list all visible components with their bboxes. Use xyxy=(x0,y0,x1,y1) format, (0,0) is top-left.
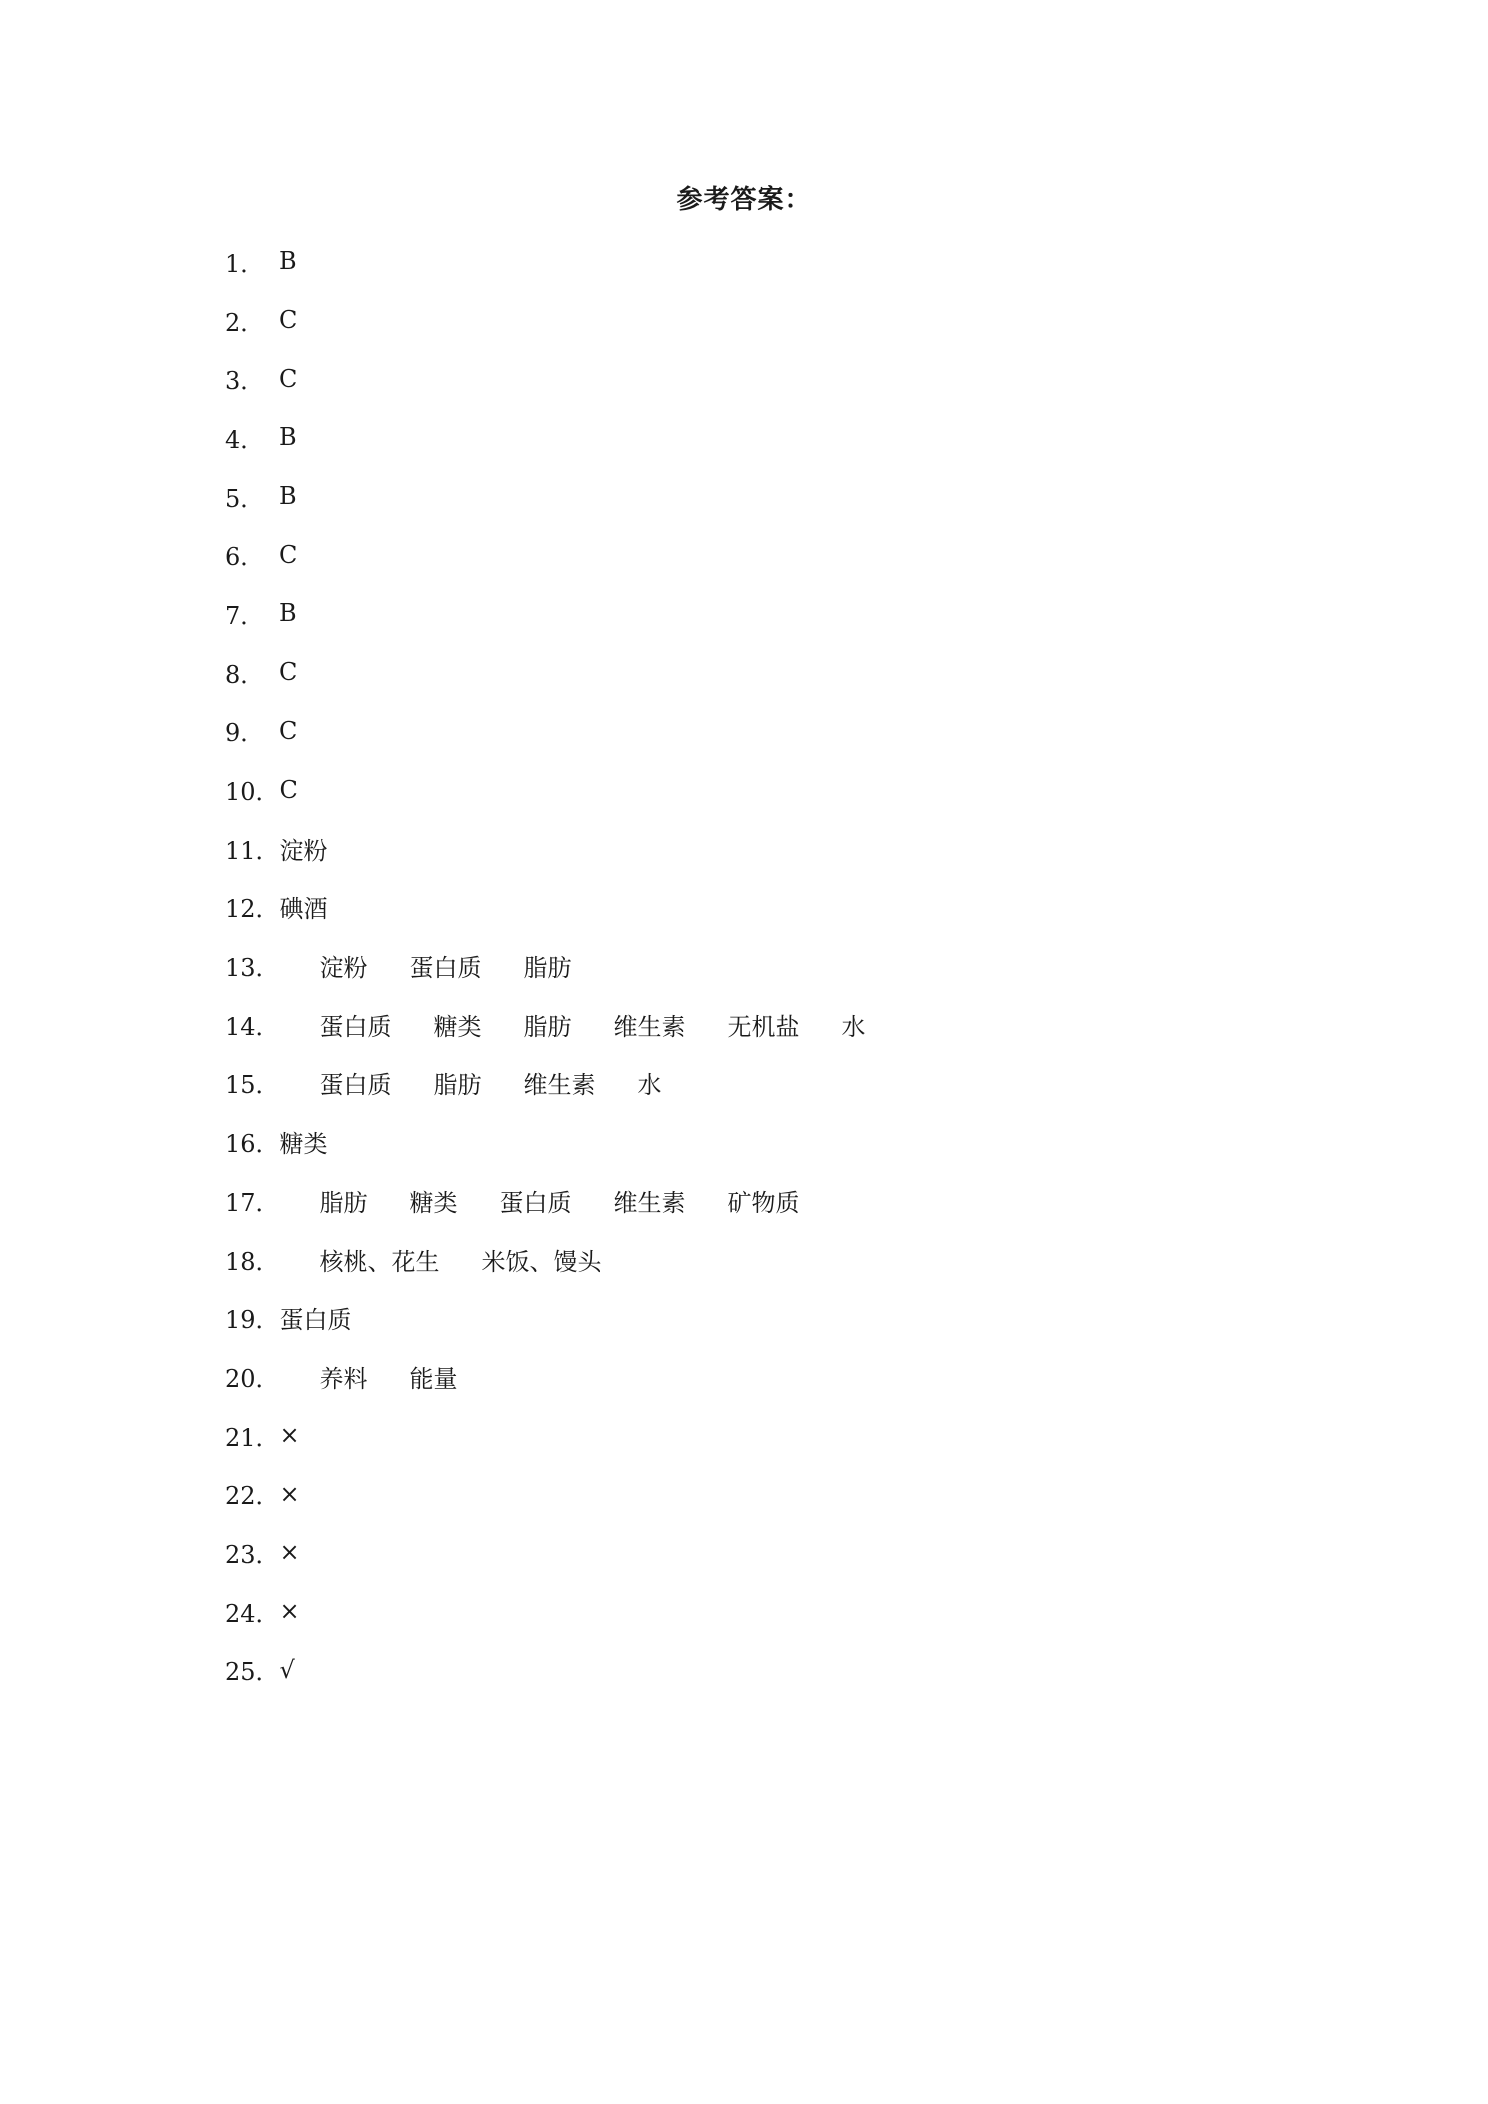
answer-row xyxy=(225,1054,908,1113)
answer-blank: 维生素 xyxy=(613,1012,686,1041)
question-number: 24． xyxy=(225,1599,280,1628)
answer-row xyxy=(225,1347,908,1406)
answer-text: × xyxy=(279,1421,300,1450)
question-number: 20． xyxy=(225,1364,280,1393)
answer-text: × xyxy=(279,1597,300,1626)
question-number: 12． xyxy=(225,895,280,924)
answer-row xyxy=(225,936,908,995)
answer-text: 糖类 xyxy=(279,1130,328,1159)
answer-blank: 米饭、馒头 xyxy=(481,1247,602,1276)
answer-blank: 蛋白质 xyxy=(499,1188,572,1217)
answer-text: × xyxy=(279,1479,300,1508)
answer-blank: 脂肪 xyxy=(523,1012,572,1041)
question-number: 10． xyxy=(225,778,280,807)
answer-blank: 蛋白质 xyxy=(409,954,482,983)
answer-blank: 蛋白质 xyxy=(319,1071,392,1100)
answer-row xyxy=(225,408,908,467)
question-number: 22． xyxy=(225,1482,280,1511)
answer-row xyxy=(225,1523,908,1582)
answer-row xyxy=(225,584,908,643)
answer-row xyxy=(225,995,908,1054)
answer-blank: 水 xyxy=(637,1071,662,1100)
question-number: 16． xyxy=(225,1130,280,1159)
answer-blanks xyxy=(280,1359,500,1394)
question-number: 18． xyxy=(225,1247,280,1276)
question-number: 19． xyxy=(225,1306,280,1335)
answer-row xyxy=(225,1582,908,1641)
answer-blank: 核桃、花生 xyxy=(319,1247,440,1276)
answer-blank: 脂肪 xyxy=(523,954,572,983)
answer-row xyxy=(225,1288,908,1347)
question-number: 17． xyxy=(225,1188,280,1217)
answer-row xyxy=(225,1112,908,1171)
answer-blanks xyxy=(280,1242,644,1277)
answer-text: 蛋白质 xyxy=(279,1306,352,1335)
answer-row xyxy=(225,1171,908,1230)
answer-text: √ xyxy=(279,1655,295,1684)
answer-text: C xyxy=(279,540,298,569)
question-number: 15． xyxy=(225,1071,280,1100)
answer-text: C xyxy=(279,306,298,335)
answer-text: × xyxy=(279,1538,300,1567)
answer-blanks xyxy=(280,1007,908,1042)
question-number: 9． xyxy=(225,719,265,748)
question-number: 23． xyxy=(225,1540,280,1569)
answer-text: B xyxy=(279,423,297,452)
answer-blank: 糖类 xyxy=(409,1188,458,1217)
answer-row xyxy=(225,525,908,584)
answer-text: B xyxy=(279,599,297,628)
answer-blank: 无机盐 xyxy=(727,1012,800,1041)
answer-row xyxy=(225,291,908,350)
answer-row xyxy=(225,819,908,878)
answer-text: 碘酒 xyxy=(279,895,328,924)
question-number: 2． xyxy=(225,308,265,337)
answer-row xyxy=(225,349,908,408)
answer-row xyxy=(225,1464,908,1523)
answer-row xyxy=(225,232,908,291)
question-number: 21． xyxy=(225,1423,280,1452)
answer-row xyxy=(225,760,908,819)
answer-blank: 养料 xyxy=(319,1364,368,1393)
answer-row xyxy=(225,878,908,937)
answer-text: B xyxy=(279,247,297,276)
answer-row xyxy=(225,467,908,526)
question-number: 13． xyxy=(225,954,280,983)
question-number: 25． xyxy=(225,1658,280,1687)
answer-blanks xyxy=(280,1065,704,1100)
answer-blank: 能量 xyxy=(409,1364,458,1393)
answer-text: C xyxy=(279,775,298,804)
answer-blank: 水 xyxy=(841,1012,866,1041)
answer-text: C xyxy=(279,364,298,393)
answer-blank: 淀粉 xyxy=(319,954,368,983)
answer-blank: 糖类 xyxy=(433,1012,482,1041)
answer-list xyxy=(225,232,908,1699)
answer-row xyxy=(225,1641,908,1700)
question-number: 5． xyxy=(225,484,265,513)
answer-text: C xyxy=(279,658,298,687)
answer-blank: 脂肪 xyxy=(319,1188,368,1217)
question-number: 3． xyxy=(225,367,265,396)
answer-row xyxy=(225,643,908,702)
question-number: 8． xyxy=(225,660,265,689)
answer-blanks xyxy=(280,948,614,983)
answer-text: 淀粉 xyxy=(279,836,328,865)
page-title: 参考答案： xyxy=(676,185,812,215)
answer-text: B xyxy=(279,482,297,511)
answer-text: C xyxy=(279,716,298,745)
answer-blank: 维生素 xyxy=(613,1188,686,1217)
answer-blank: 维生素 xyxy=(523,1071,596,1100)
answer-blanks xyxy=(280,1183,842,1218)
answer-row xyxy=(225,1230,908,1289)
question-number: 11． xyxy=(225,836,280,865)
answer-row xyxy=(225,1406,908,1465)
question-number: 4． xyxy=(225,425,265,454)
question-number: 14． xyxy=(225,1012,280,1041)
answer-blank: 矿物质 xyxy=(727,1188,800,1217)
answer-blank: 蛋白质 xyxy=(319,1012,392,1041)
question-number: 7． xyxy=(225,601,265,630)
question-number: 6． xyxy=(225,543,265,572)
answer-row xyxy=(225,702,908,761)
answer-blank: 脂肪 xyxy=(433,1071,482,1100)
question-number: 1． xyxy=(225,249,265,278)
